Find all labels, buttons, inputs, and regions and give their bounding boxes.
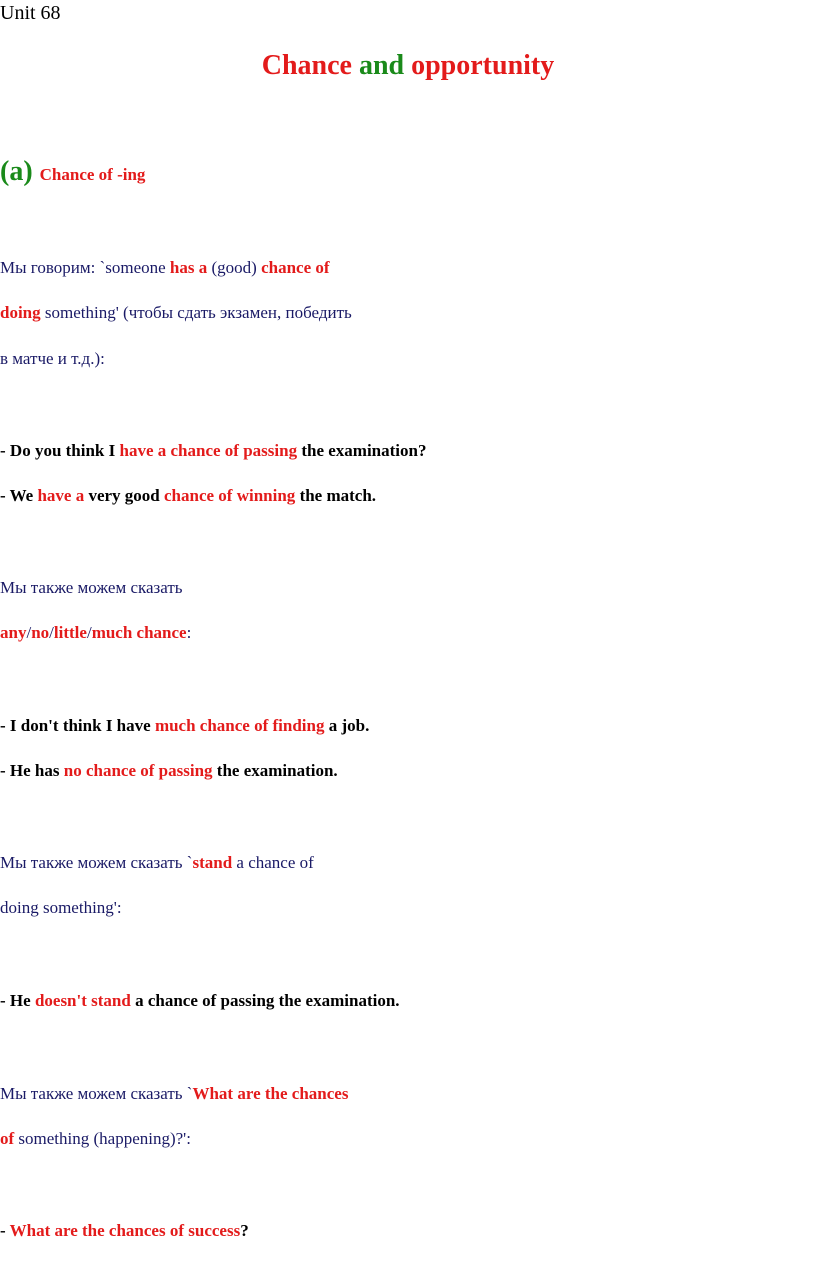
ex6-text-c: ? <box>240 1221 249 1240</box>
section-heading-a <box>0 156 145 188</box>
title-and: and <box>358 50 405 81</box>
intro4-of: of <box>0 1129 15 1148</box>
intro4-text-a: Мы также можем сказать ` <box>0 1084 193 1103</box>
intro3-stand: stand <box>192 853 233 872</box>
intro4-text-b: something (happening)?': <box>14 1129 191 1148</box>
unit-label: Unit 68 <box>0 2 61 24</box>
intro1-chance-of: chance of <box>261 258 330 277</box>
intro4-line1 <box>0 1084 348 1104</box>
intro2-line1: Мы также можем сказать <box>0 578 183 597</box>
intro1-text-b: something' (чтобы сдать экзамен, победить <box>40 303 352 322</box>
ex2-text-a: - We <box>0 486 38 505</box>
ex5-text-a: - He <box>0 991 35 1010</box>
ex1-text-c: the examination? <box>297 441 427 460</box>
ex6-text-a: - <box>0 1221 10 1240</box>
ex3-highlight: much chance of finding <box>154 716 325 735</box>
page-title <box>0 50 816 82</box>
intro2-much-chance: much chance <box>91 623 187 642</box>
example-6 <box>0 1221 249 1241</box>
intro2-any: any <box>0 623 27 642</box>
ex5-text-c: a chance of passing the examination. <box>130 991 400 1010</box>
intro2-colon: : <box>186 623 192 642</box>
intro2-slash-3: / <box>86 623 92 642</box>
ex4-highlight: no chance of passing <box>63 761 213 780</box>
intro2-little: little <box>53 623 87 642</box>
intro1-doing: doing <box>0 303 41 322</box>
intro2-no: no <box>31 623 50 642</box>
intro3-line1 <box>0 853 314 873</box>
intro1-text-a: Мы говорим: `someone <box>0 258 170 277</box>
intro3-text-a: Мы также можем сказать ` <box>0 853 193 872</box>
title-opportunity: opportunity <box>411 50 555 81</box>
intro2-slash-1: / <box>26 623 32 642</box>
intro1-line1 <box>0 258 330 278</box>
example-2 <box>0 486 376 506</box>
ex4-text-c: the examination. <box>212 761 338 780</box>
intro4-line2 <box>0 1129 191 1149</box>
example-5 <box>0 991 400 1011</box>
ex3-text-c: a job. <box>324 716 370 735</box>
intro2-line2 <box>0 623 191 643</box>
intro3-line2: doing something': <box>0 898 122 917</box>
intro1-line3: в матче и т.д.): <box>0 349 105 368</box>
intro1-text-good: (good) <box>207 258 262 277</box>
ex4-text-a: - He has <box>0 761 64 780</box>
intro4-what-are-the-chances: What are the chances <box>192 1084 349 1103</box>
title-chance: Chance <box>261 50 352 81</box>
ex1-text-a: - Do you think I <box>0 441 120 460</box>
ex2-text-e: the match. <box>295 486 377 505</box>
example-3 <box>0 716 369 736</box>
ex1-highlight: have a chance of passing <box>119 441 298 460</box>
intro1-has-a: has a <box>169 258 208 277</box>
intro1-line2 <box>0 303 352 323</box>
example-1 <box>0 441 426 461</box>
intro3-text-c: a chance of <box>232 853 314 872</box>
ex5-highlight: doesn't stand <box>34 991 131 1010</box>
example-4 <box>0 761 338 781</box>
ex6-highlight: What are the chances of success <box>9 1221 241 1240</box>
intro2-slash-2: / <box>49 623 54 642</box>
ex3-text-a: - I don't think I have <box>0 716 155 735</box>
ex2-text-c: very good <box>84 486 165 505</box>
section-title: Chance of -ing <box>39 165 146 184</box>
ex2-highlight-d: chance of winning <box>164 486 296 505</box>
section-label: (a) <box>0 156 33 187</box>
ex2-highlight-b: have a <box>37 486 85 505</box>
